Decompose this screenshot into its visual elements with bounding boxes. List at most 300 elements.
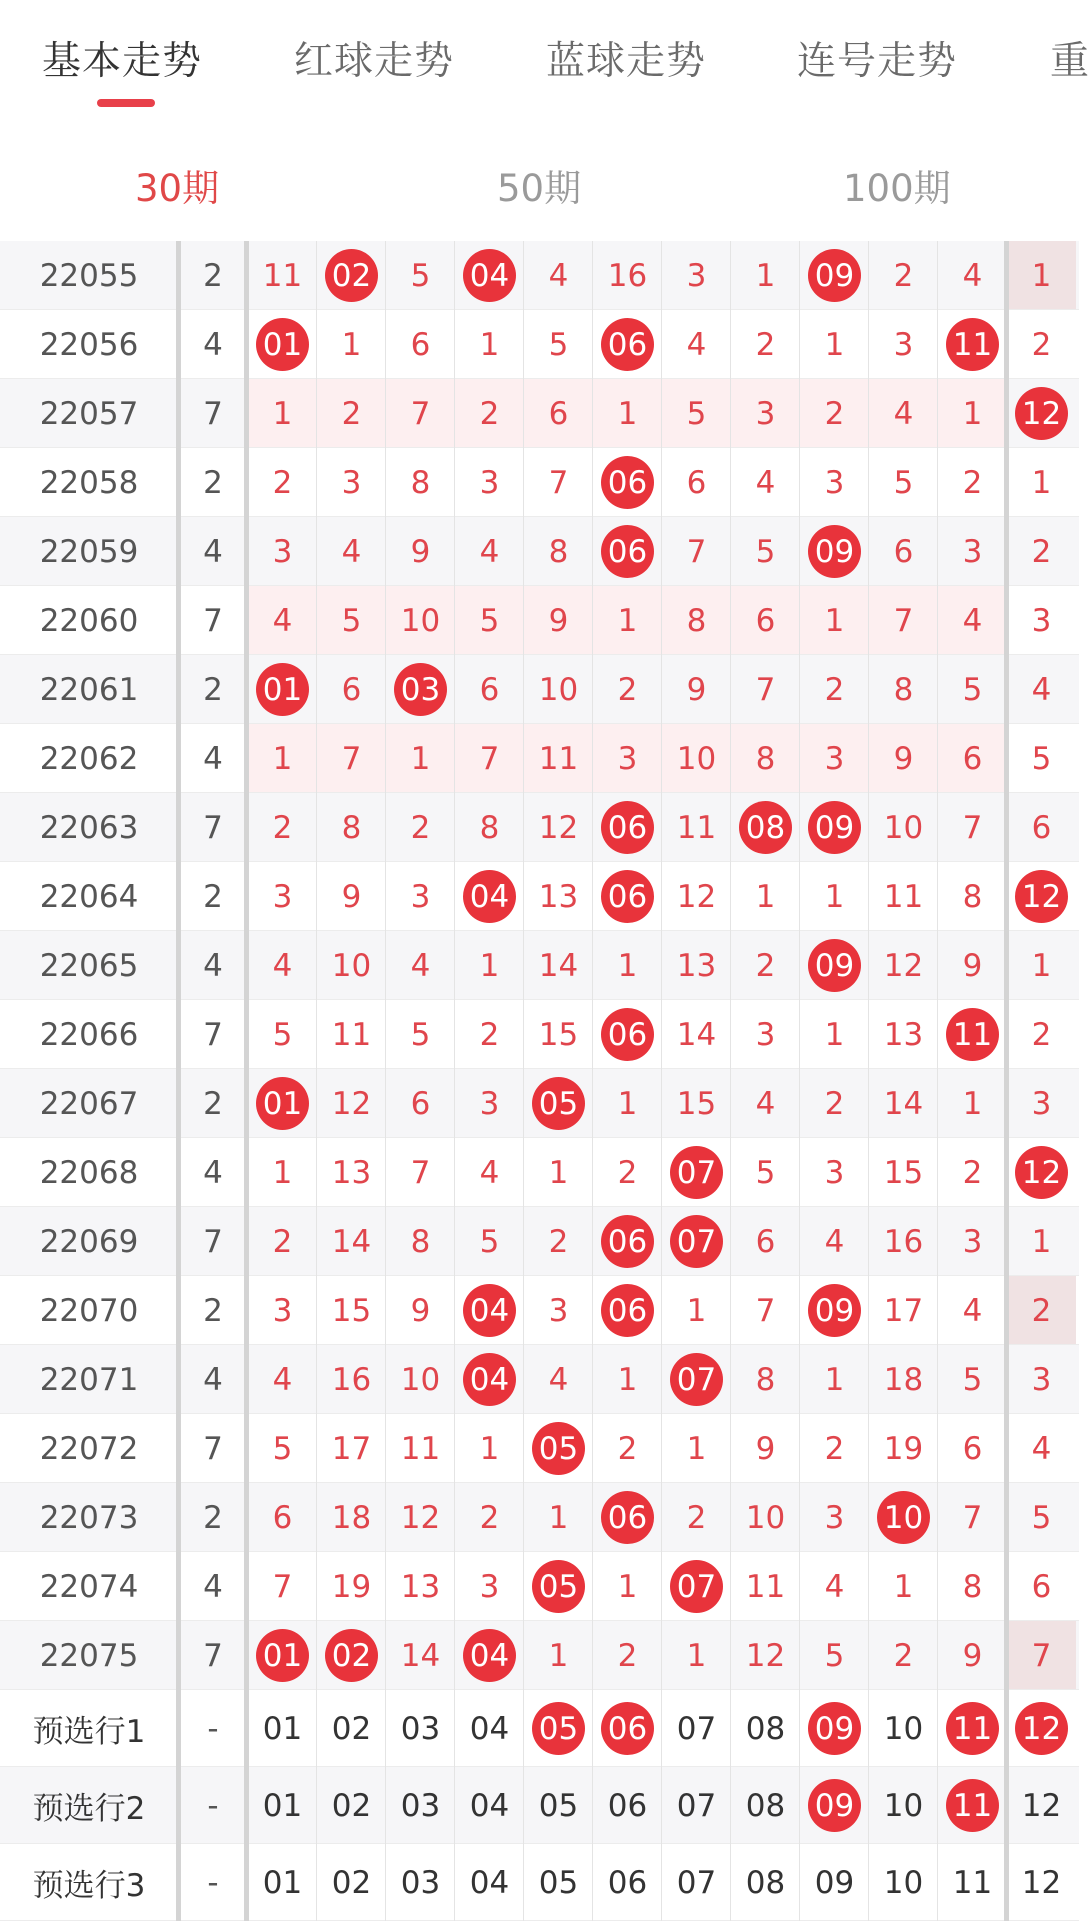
preselect-label[interactable]: 预选行2 xyxy=(32,1791,146,1827)
number-cell-6[interactable] xyxy=(593,1844,662,1921)
miss-count: 13 xyxy=(538,878,579,915)
issue-number: 22063 xyxy=(39,809,139,846)
number-cell-9 xyxy=(800,655,869,724)
number-cell-6 xyxy=(593,931,662,1000)
number-cell-2 xyxy=(317,517,386,586)
miss-count: 4 xyxy=(893,395,914,432)
miss-count: 5 xyxy=(962,1361,983,1398)
miss-count: 9 xyxy=(686,671,707,708)
span-value: 2 xyxy=(203,1499,223,1536)
number-cell-1[interactable] xyxy=(248,1690,317,1767)
miss-count: 9 xyxy=(410,533,431,570)
issue-number: 22068 xyxy=(39,1154,139,1191)
miss-count: 07 xyxy=(676,1710,717,1747)
miss-count: 05 xyxy=(538,1787,579,1824)
number-cell-6 xyxy=(593,1621,662,1690)
number-cell-5[interactable] xyxy=(524,1690,593,1767)
number-cell-7 xyxy=(662,931,731,1000)
miss-count: 10 xyxy=(538,671,579,708)
number-cell-4 xyxy=(455,1621,524,1690)
tab-4[interactable]: 连号走势 xyxy=(797,39,958,84)
miss-count: 08 xyxy=(745,1787,786,1824)
number-cell-11[interactable] xyxy=(938,1844,1007,1921)
number-cell-12 xyxy=(1007,655,1076,724)
miss-count: 7 xyxy=(893,602,914,639)
number-cell-1 xyxy=(248,1000,317,1069)
number-cell-10[interactable] xyxy=(869,1690,938,1767)
number-cell-8 xyxy=(731,1138,800,1207)
red-ball: 06 xyxy=(601,1008,654,1061)
miss-count: 2 xyxy=(824,671,845,708)
number-cell-10 xyxy=(869,1414,938,1483)
miss-count: 10 xyxy=(883,1710,924,1747)
preselect-label[interactable]: 预选行1 xyxy=(32,1714,146,1750)
miss-count: 02 xyxy=(331,1864,372,1901)
number-cell-9[interactable] xyxy=(800,1767,869,1844)
table-row xyxy=(0,586,1079,655)
number-cell-1 xyxy=(248,1276,317,1345)
issue-number: 22071 xyxy=(39,1361,139,1398)
miss-count: 2 xyxy=(410,809,431,846)
miss-count: 11 xyxy=(538,740,579,777)
miss-count: 7 xyxy=(410,395,431,432)
number-cell-1 xyxy=(248,1207,317,1276)
miss-count: 11 xyxy=(331,1016,372,1053)
table-row xyxy=(0,1276,1079,1345)
miss-count: 8 xyxy=(755,1361,776,1398)
miss-count: 7 xyxy=(755,1292,776,1329)
number-cell-5 xyxy=(524,1552,593,1621)
number-cell-5 xyxy=(524,586,593,655)
miss-count: 2 xyxy=(1031,1292,1052,1329)
red-ball: 09 xyxy=(808,1779,861,1832)
red-ball: 07 xyxy=(670,1146,723,1199)
miss-count: 11 xyxy=(883,878,924,915)
number-cell-8 xyxy=(731,1552,800,1621)
table-row xyxy=(0,1000,1079,1069)
column-divider xyxy=(1004,241,1009,1921)
number-cell-2 xyxy=(317,1069,386,1138)
number-cell-5 xyxy=(524,241,593,310)
span-value: - xyxy=(207,1710,219,1747)
miss-count: 2 xyxy=(272,1223,293,1260)
miss-count: 5 xyxy=(686,395,707,432)
miss-count: 1 xyxy=(617,1568,638,1605)
number-cell-8 xyxy=(731,517,800,586)
miss-count: 13 xyxy=(331,1154,372,1191)
miss-count: 3 xyxy=(479,1568,500,1605)
number-cell-6 xyxy=(593,1207,662,1276)
miss-count: 4 xyxy=(755,1085,776,1122)
column-divider xyxy=(868,241,869,1921)
span-value: 7 xyxy=(203,1637,223,1674)
number-cell-9 xyxy=(800,1621,869,1690)
number-cell-2[interactable] xyxy=(317,1767,386,1844)
miss-count: 5 xyxy=(1031,740,1052,777)
column-divider xyxy=(730,241,731,1921)
number-cell-9[interactable] xyxy=(800,1844,869,1921)
red-ball: 06 xyxy=(601,1215,654,1268)
miss-count: 2 xyxy=(341,395,362,432)
number-cell-3 xyxy=(386,310,455,379)
miss-count: 10 xyxy=(745,1499,786,1536)
miss-count: 3 xyxy=(479,1085,500,1122)
miss-count: 6 xyxy=(548,395,569,432)
miss-count: 3 xyxy=(686,257,707,294)
number-cell-5[interactable] xyxy=(524,1844,593,1921)
number-cell-10 xyxy=(869,793,938,862)
miss-count: 10 xyxy=(331,947,372,984)
miss-count: 1 xyxy=(272,1154,293,1191)
red-ball: 05 xyxy=(532,1702,585,1755)
number-cell-7 xyxy=(662,1138,731,1207)
number-cell-1 xyxy=(248,517,317,586)
issue-number: 22074 xyxy=(39,1568,139,1605)
miss-count: 1 xyxy=(548,1499,569,1536)
number-cell-7[interactable] xyxy=(662,1844,731,1921)
number-cell-11[interactable] xyxy=(938,1767,1007,1844)
miss-count: 08 xyxy=(745,1710,786,1747)
miss-count: 4 xyxy=(341,533,362,570)
red-ball: 12 xyxy=(1015,870,1068,923)
miss-count: 9 xyxy=(341,878,362,915)
number-cell-3 xyxy=(386,448,455,517)
miss-count: 2 xyxy=(755,326,776,363)
number-cell-2 xyxy=(317,379,386,448)
miss-count: 1 xyxy=(893,1568,914,1605)
column-divider xyxy=(799,241,800,1921)
miss-count: 1 xyxy=(1031,257,1052,294)
table-row xyxy=(0,1345,1079,1414)
miss-count: 13 xyxy=(400,1568,441,1605)
number-cell-10 xyxy=(869,1000,938,1069)
miss-count: 9 xyxy=(962,1637,983,1674)
number-cell-12 xyxy=(1007,1414,1076,1483)
miss-count: 5 xyxy=(479,1223,500,1260)
number-cell-4[interactable] xyxy=(455,1767,524,1844)
miss-count: 1 xyxy=(617,1085,638,1122)
miss-count: 5 xyxy=(410,257,431,294)
table-row xyxy=(0,1414,1079,1483)
tab-1[interactable]: 基本走势 xyxy=(42,39,203,84)
number-cell-8 xyxy=(731,241,800,310)
miss-count: 4 xyxy=(962,1292,983,1329)
span-value: 4 xyxy=(203,326,223,363)
number-cell-4 xyxy=(455,1552,524,1621)
number-cell-10 xyxy=(869,1345,938,1414)
miss-count: 8 xyxy=(962,878,983,915)
number-cell-9 xyxy=(800,517,869,586)
number-cell-3 xyxy=(386,724,455,793)
number-cell-5 xyxy=(524,793,593,862)
miss-count: 8 xyxy=(479,809,500,846)
number-cell-12 xyxy=(1007,793,1076,862)
number-cell-10 xyxy=(869,655,938,724)
number-cell-9 xyxy=(800,1000,869,1069)
number-cell-1 xyxy=(248,448,317,517)
miss-count: 1 xyxy=(548,1637,569,1674)
number-cell-6[interactable] xyxy=(593,1767,662,1844)
number-cell-12 xyxy=(1007,310,1076,379)
tab-3[interactable]: 蓝球走势 xyxy=(546,39,707,84)
number-cell-9 xyxy=(800,241,869,310)
number-cell-2[interactable] xyxy=(317,1844,386,1921)
miss-count: 03 xyxy=(400,1787,441,1824)
number-cell-3[interactable] xyxy=(386,1767,455,1844)
miss-count: 2 xyxy=(479,395,500,432)
miss-count: 2 xyxy=(272,809,293,846)
number-cell-11 xyxy=(938,310,1007,379)
miss-count: 6 xyxy=(272,1499,293,1536)
span-value: 7 xyxy=(203,809,223,846)
number-cell-10[interactable] xyxy=(869,1844,938,1921)
number-cell-7 xyxy=(662,1552,731,1621)
number-cell-7 xyxy=(662,793,731,862)
tab-2[interactable]: 红球走势 xyxy=(294,39,455,84)
column-divider xyxy=(592,241,593,1921)
number-cell-10 xyxy=(869,1276,938,1345)
miss-count: 03 xyxy=(400,1710,441,1747)
miss-count: 3 xyxy=(1031,1085,1052,1122)
table-row xyxy=(0,1483,1079,1552)
number-cell-5 xyxy=(524,931,593,1000)
issue-number: 22066 xyxy=(39,1016,139,1053)
miss-count: 14 xyxy=(676,1016,717,1053)
number-cell-5 xyxy=(524,379,593,448)
number-cell-2[interactable] xyxy=(317,1690,386,1767)
number-cell-6 xyxy=(593,1276,662,1345)
number-cell-8[interactable] xyxy=(731,1844,800,1921)
red-ball: 02 xyxy=(325,1629,378,1682)
number-cell-8[interactable] xyxy=(731,1690,800,1767)
number-cell-8[interactable] xyxy=(731,1767,800,1844)
number-cell-3[interactable] xyxy=(386,1844,455,1921)
number-cell-4 xyxy=(455,1276,524,1345)
number-cell-4[interactable] xyxy=(455,1690,524,1767)
miss-count: 5 xyxy=(272,1016,293,1053)
span-value: - xyxy=(207,1864,219,1901)
red-ball: 04 xyxy=(463,1353,516,1406)
row-divider xyxy=(0,1920,1079,1921)
miss-count: 4 xyxy=(755,464,776,501)
issue-number: 22057 xyxy=(39,395,139,432)
column-divider xyxy=(661,241,662,1921)
red-ball: 06 xyxy=(601,1284,654,1337)
number-cell-1[interactable] xyxy=(248,1767,317,1844)
number-cell-11 xyxy=(938,1414,1007,1483)
table-row xyxy=(0,310,1079,379)
number-cell-4 xyxy=(455,1069,524,1138)
number-cell-12[interactable] xyxy=(1007,1844,1076,1921)
miss-count: 6 xyxy=(341,671,362,708)
miss-count: 12 xyxy=(883,947,924,984)
column-divider xyxy=(937,241,938,1921)
miss-count: 4 xyxy=(1031,671,1052,708)
span-value: 2 xyxy=(203,1085,223,1122)
miss-count: 3 xyxy=(824,740,845,777)
number-cell-4 xyxy=(455,862,524,931)
number-cell-3 xyxy=(386,1345,455,1414)
number-cell-9 xyxy=(800,1138,869,1207)
number-cell-3 xyxy=(386,1276,455,1345)
miss-count: 15 xyxy=(331,1292,372,1329)
number-cell-5 xyxy=(524,448,593,517)
number-cell-10 xyxy=(869,1483,938,1552)
miss-count: 3 xyxy=(962,1223,983,1260)
column-divider xyxy=(244,241,249,1921)
miss-count: 1 xyxy=(686,1430,707,1467)
number-cell-2 xyxy=(317,655,386,724)
period-option-3[interactable]: 100期 xyxy=(843,167,951,210)
number-cell-2 xyxy=(317,448,386,517)
number-cell-11 xyxy=(938,1000,1007,1069)
number-cell-4[interactable] xyxy=(455,1844,524,1921)
miss-count: 10 xyxy=(883,1787,924,1824)
number-cell-12[interactable] xyxy=(1007,1690,1076,1767)
number-cell-9 xyxy=(800,1345,869,1414)
number-cell-2 xyxy=(317,1552,386,1621)
miss-count: 3 xyxy=(479,464,500,501)
miss-count: 1 xyxy=(272,395,293,432)
number-cell-5 xyxy=(524,1621,593,1690)
number-cell-7[interactable] xyxy=(662,1767,731,1844)
number-cell-3 xyxy=(386,1207,455,1276)
number-cell-10[interactable] xyxy=(869,1767,938,1844)
number-cell-11[interactable] xyxy=(938,1690,1007,1767)
miss-count: 5 xyxy=(755,1154,776,1191)
number-cell-2 xyxy=(317,310,386,379)
miss-count: 5 xyxy=(410,1016,431,1053)
miss-count: 1 xyxy=(824,1361,845,1398)
number-cell-11 xyxy=(938,724,1007,793)
number-cell-7 xyxy=(662,1000,731,1069)
number-cell-4 xyxy=(455,1345,524,1414)
miss-count: 4 xyxy=(824,1568,845,1605)
miss-count: 3 xyxy=(824,464,845,501)
miss-count: 1 xyxy=(1031,947,1052,984)
number-cell-4 xyxy=(455,931,524,1000)
miss-count: 2 xyxy=(617,671,638,708)
red-ball: 11 xyxy=(946,1008,999,1061)
miss-count: 6 xyxy=(755,1223,776,1260)
number-cell-1 xyxy=(248,793,317,862)
issue-number: 22075 xyxy=(39,1637,139,1674)
red-ball: 06 xyxy=(601,870,654,923)
number-cell-2 xyxy=(317,931,386,1000)
miss-count: 3 xyxy=(410,878,431,915)
miss-count: 12 xyxy=(1021,1864,1062,1901)
miss-count: 5 xyxy=(824,1637,845,1674)
column-divider xyxy=(176,241,181,1921)
number-cell-12 xyxy=(1007,862,1076,931)
number-cell-3 xyxy=(386,1483,455,1552)
miss-count: 7 xyxy=(686,533,707,570)
number-cell-12[interactable] xyxy=(1007,1767,1076,1844)
miss-count: 1 xyxy=(341,326,362,363)
table-row xyxy=(0,931,1079,1000)
miss-count: 3 xyxy=(893,326,914,363)
red-ball: 01 xyxy=(256,1629,309,1682)
number-cell-5 xyxy=(524,724,593,793)
miss-count: 1 xyxy=(824,878,845,915)
miss-count: 1 xyxy=(548,1154,569,1191)
number-cell-12 xyxy=(1007,1483,1076,1552)
miss-count: 04 xyxy=(469,1710,510,1747)
preselect-label[interactable]: 预选行3 xyxy=(32,1868,146,1904)
number-cell-5[interactable] xyxy=(524,1767,593,1844)
miss-count: 1 xyxy=(617,602,638,639)
miss-count: 4 xyxy=(824,1223,845,1260)
miss-count: 2 xyxy=(824,395,845,432)
red-ball: 06 xyxy=(601,525,654,578)
miss-count: 5 xyxy=(755,533,776,570)
miss-count: 5 xyxy=(1031,1499,1052,1536)
miss-count: 05 xyxy=(538,1864,579,1901)
number-cell-4 xyxy=(455,310,524,379)
number-cell-4 xyxy=(455,379,524,448)
number-cell-1 xyxy=(248,586,317,655)
number-cell-9 xyxy=(800,724,869,793)
tab-5[interactable]: 重 xyxy=(1050,39,1090,84)
number-cell-2 xyxy=(317,586,386,655)
number-cell-12 xyxy=(1007,1069,1076,1138)
miss-count: 12 xyxy=(1021,1787,1062,1824)
number-cell-5 xyxy=(524,1276,593,1345)
number-cell-12 xyxy=(1007,241,1076,310)
red-ball: 01 xyxy=(256,1077,309,1130)
number-cell-10 xyxy=(869,931,938,1000)
number-cell-5 xyxy=(524,1483,593,1552)
number-cell-11 xyxy=(938,862,1007,931)
miss-count: 6 xyxy=(1031,1568,1052,1605)
number-cell-2 xyxy=(317,1621,386,1690)
period-option-2[interactable]: 50期 xyxy=(497,167,582,210)
number-cell-3 xyxy=(386,586,455,655)
number-cell-11 xyxy=(938,241,1007,310)
period-option-1[interactable]: 30期 xyxy=(135,167,220,210)
miss-count: 11 xyxy=(676,809,717,846)
number-cell-11 xyxy=(938,1138,1007,1207)
number-cell-8 xyxy=(731,1276,800,1345)
number-cell-9 xyxy=(800,1069,869,1138)
red-ball: 02 xyxy=(325,249,378,302)
number-cell-7[interactable] xyxy=(662,1690,731,1767)
number-cell-11 xyxy=(938,1069,1007,1138)
number-cell-2 xyxy=(317,1207,386,1276)
red-ball: 01 xyxy=(256,318,309,371)
miss-count: 9 xyxy=(410,1292,431,1329)
miss-count: 2 xyxy=(548,1223,569,1260)
number-cell-6[interactable] xyxy=(593,1690,662,1767)
number-cell-6 xyxy=(593,310,662,379)
miss-count: 10 xyxy=(400,1361,441,1398)
miss-count: 13 xyxy=(676,947,717,984)
red-ball: 07 xyxy=(670,1215,723,1268)
miss-count: 6 xyxy=(686,464,707,501)
number-cell-9 xyxy=(800,931,869,1000)
number-cell-3[interactable] xyxy=(386,1690,455,1767)
span-value: 2 xyxy=(203,671,223,708)
table-row xyxy=(0,241,1079,310)
number-cell-8 xyxy=(731,310,800,379)
number-cell-9[interactable] xyxy=(800,1690,869,1767)
number-cell-1[interactable] xyxy=(248,1844,317,1921)
number-cell-5 xyxy=(524,1207,593,1276)
number-cell-3 xyxy=(386,517,455,586)
number-cell-4 xyxy=(455,1207,524,1276)
miss-count: 3 xyxy=(755,1016,776,1053)
number-cell-9 xyxy=(800,1207,869,1276)
